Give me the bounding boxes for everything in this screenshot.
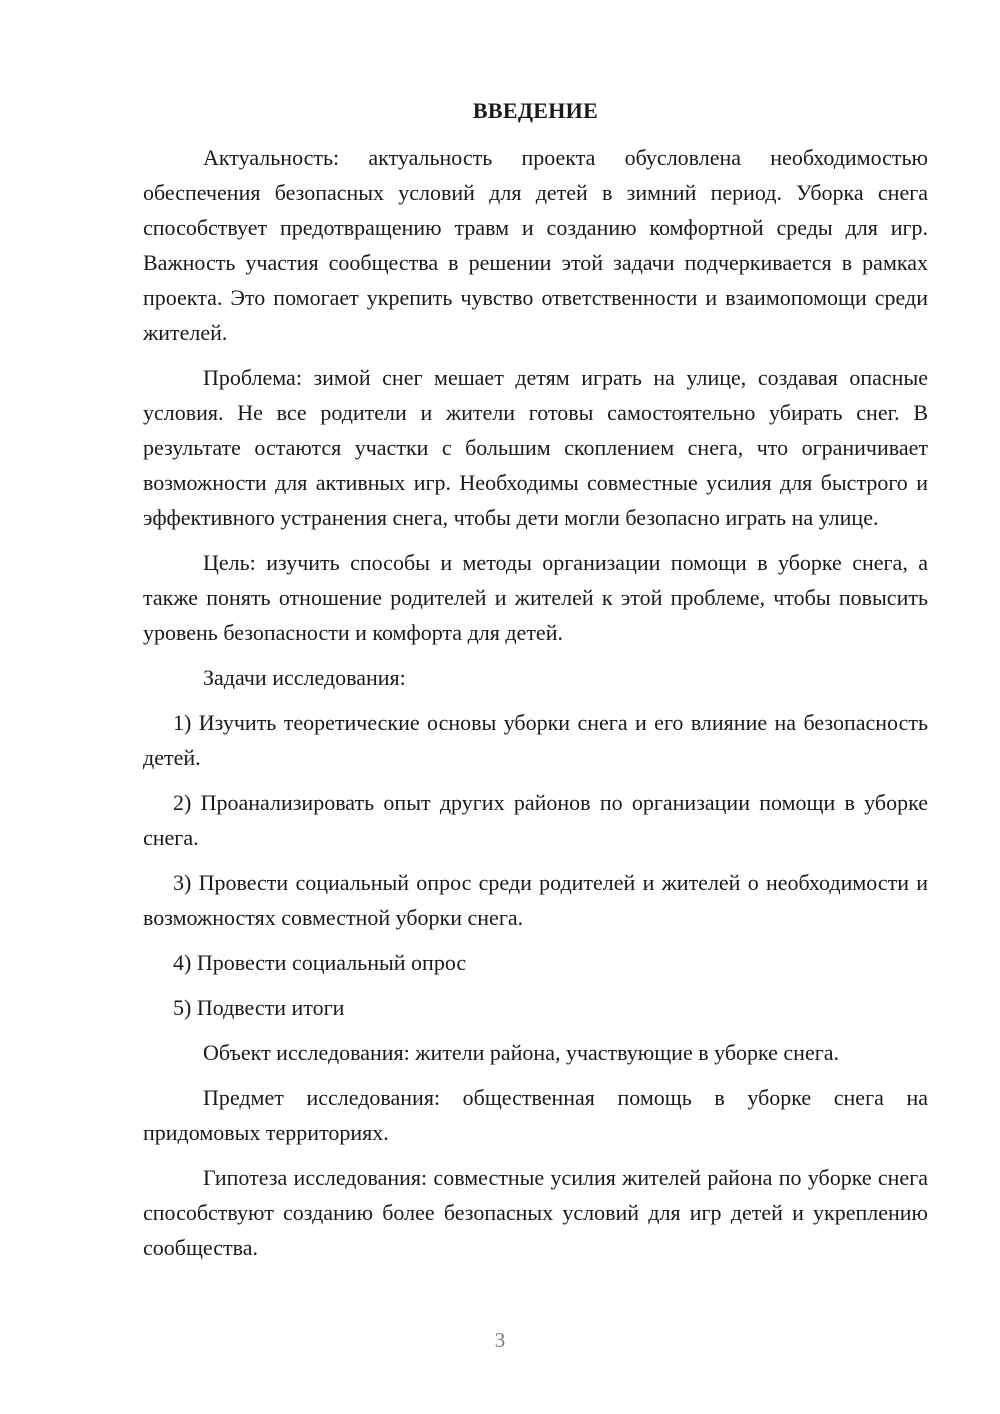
paragraph-relevance: Актуальность: актуальность проекта обусловлена необходимостью обеспечения безопасных условий для детей в зимний период. Уборка снега способствует предотвращению травм и созданию комфортной среды для игр. Важность участия сообщества в решении этой задачи подчеркивается в рамках проекта. Это помогает укрепить чувство ответственности и взаимопомощи среди жителей.	[143, 145, 928, 345]
task-item-5: 5) Подвести итоги	[173, 995, 345, 1020]
paragraph-subject: Предмет исследования: общественная помощь в уборке снега на придомовых территориях.	[143, 1085, 928, 1145]
paragraph-goal: Цель: изучить способы и методы организации помощи в уборке снега, а также понять отношение родителей и жителей к этой проблеме, чтобы повысить уровень безопасности и комфорта для детей.	[143, 550, 928, 645]
task-item-3: 3) Провести социальный опрос среди родителей и жителей о необходимости и возможностях совместной уборки снега.	[143, 870, 928, 930]
paragraph-hypothesis: Гипотеза исследования: совместные усилия жителей района по уборке снега способствуют созданию более безопасных условий для игр детей и укреплению сообщества.	[143, 1165, 928, 1260]
page-content	[143, 93, 928, 1275]
section-title: ВВЕДЕНИЕ	[472, 98, 599, 123]
task-item-4: 4) Провести социальный опрос	[173, 950, 467, 975]
paragraph-object: Объект исследования: жители района, участвующие в уборке снега.	[203, 1040, 840, 1065]
page-number: 3	[494, 1328, 506, 1352]
paragraph-problem: Проблема: зимой снег мешает детям играть на улице, создавая опасные условия. Не все родители и жители готовы самостоятельно убирать снег. В результате остаются участки с большим скоплением снега, что ограничивает возможности для активных игр. Необходимы совместные усилия для быстрого и эффективного устранения снега, чтобы дети могли безопасно играть на улице.	[143, 365, 928, 530]
task-item-1: 1) Изучить теоретические основы уборки снега и его влияние на безопасность детей.	[143, 710, 928, 770]
task-item-2: 2) Проанализировать опыт других районов по организации помощи в уборке снега.	[143, 790, 928, 850]
tasks-heading: Задачи исследования:	[203, 665, 406, 690]
